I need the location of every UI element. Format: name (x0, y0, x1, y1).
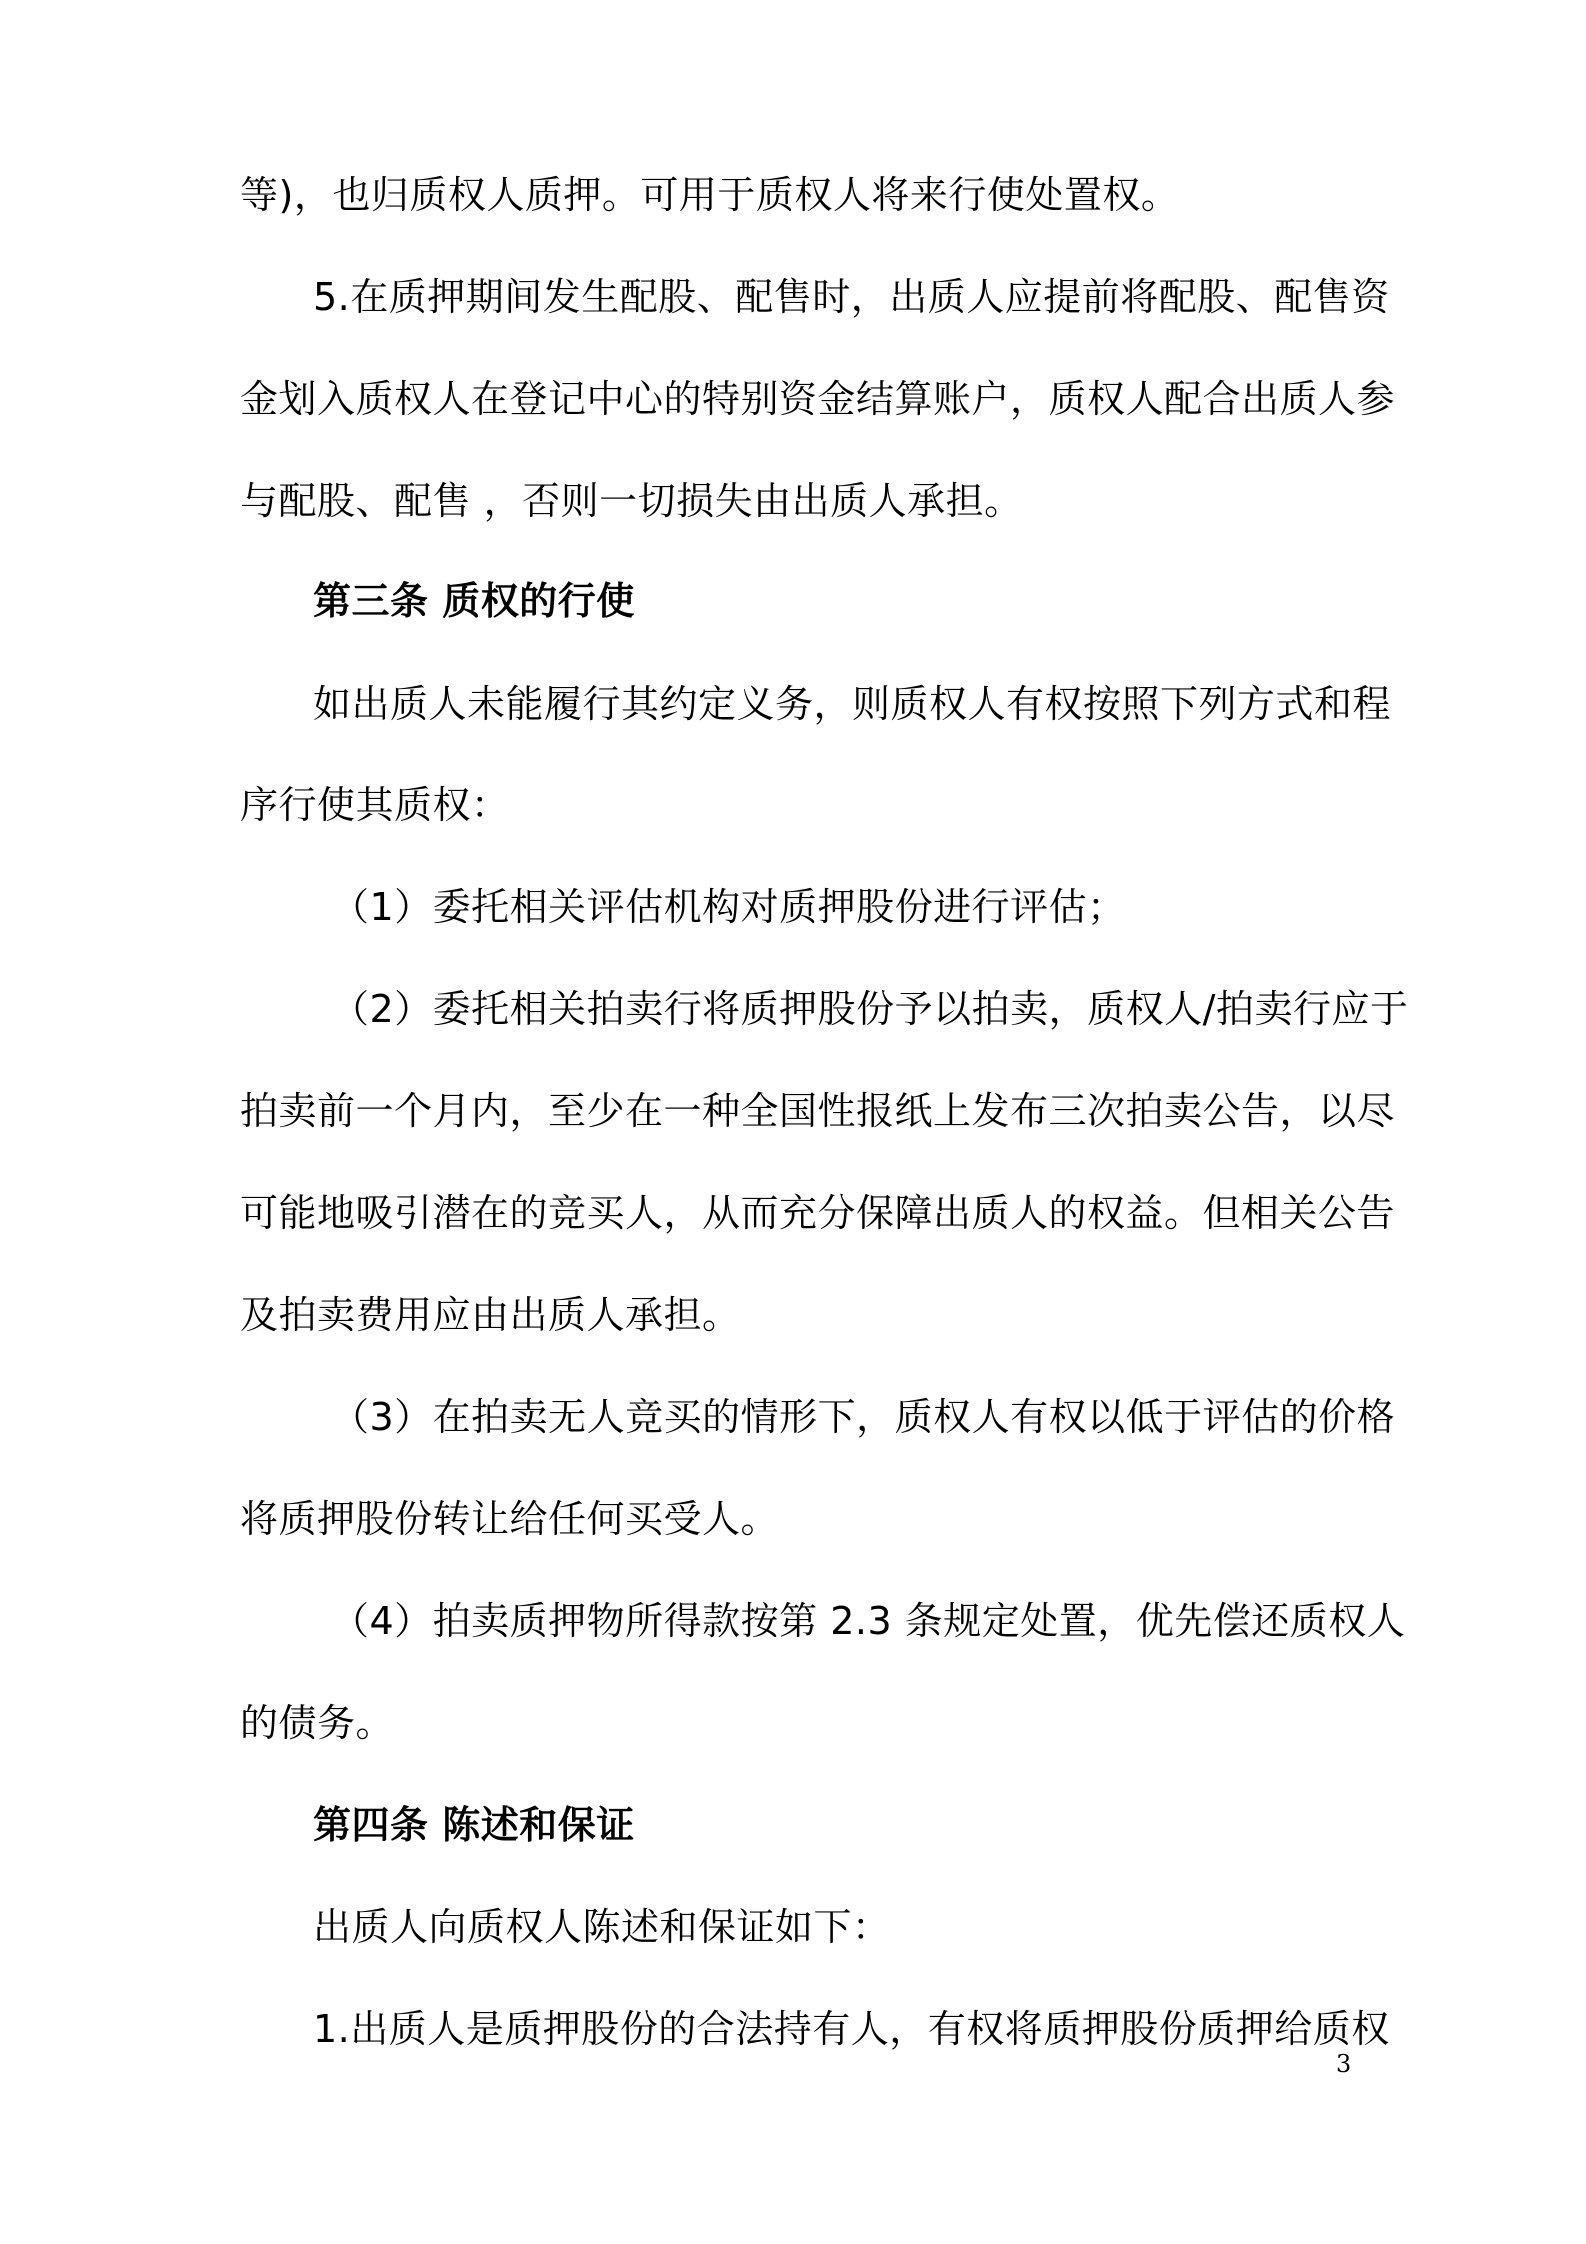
text-line: （2）委托相关拍卖行将质押股份予以拍卖，质权人/拍卖行应于 (331, 987, 1409, 1031)
page-number: 3 (1336, 2050, 1352, 2078)
text-line: 与配股、配售 ，否则一切损失由出质人承担。 (240, 479, 1023, 523)
text-line: 序行使其质权： (240, 783, 510, 827)
text-line: 金划入质权人在登记中心的特别资金结算账户，质权人配合出质人参 (240, 377, 1396, 421)
text-line: 的债务。 (240, 1701, 395, 1745)
text-line: （3）在拍卖无人竞买的情形下，质权人有权以低于评估的价格 (331, 1395, 1396, 1439)
section-heading: 第四条 陈述和保证 (313, 1803, 635, 1847)
text-line: 拍卖前一个月内，至少在一种全国性报纸上发布三次拍卖公告，以尽 (240, 1089, 1396, 1133)
text-line: 5.在质押期间发生配股、配售时，出质人应提前将配股、配售资 (313, 275, 1390, 319)
text-line: 及拍卖费用应由出质人承担。 (240, 1293, 741, 1337)
text-line: 可能地吸引潜在的竞买人，从而充分保障出质人的权益。但相关公告 (240, 1191, 1396, 1235)
text-line: 将质押股份转让给任何买受人。 (240, 1497, 780, 1541)
text-line: 等)，也归质权人质押。可用于质权人将来行使处置权。 (240, 173, 1180, 217)
text-line: （1）委托相关评估机构对质押股份进行评估； (331, 885, 1126, 929)
text-line: 1.出质人是质押股份的合法持有人，有权将质押股份质押给质权 (313, 2007, 1390, 2051)
section-heading: 第三条 质权的行使 (313, 579, 635, 623)
text-line: 如出质人未能履行其约定义务，则质权人有权按照下列方式和程 (313, 682, 1392, 726)
text-line: （4）拍卖质押物所得款按第 2.3 条规定处置，优先偿还质权人 (331, 1599, 1406, 1643)
text-line: 出质人向质权人陈述和保证如下： (313, 1905, 891, 1949)
